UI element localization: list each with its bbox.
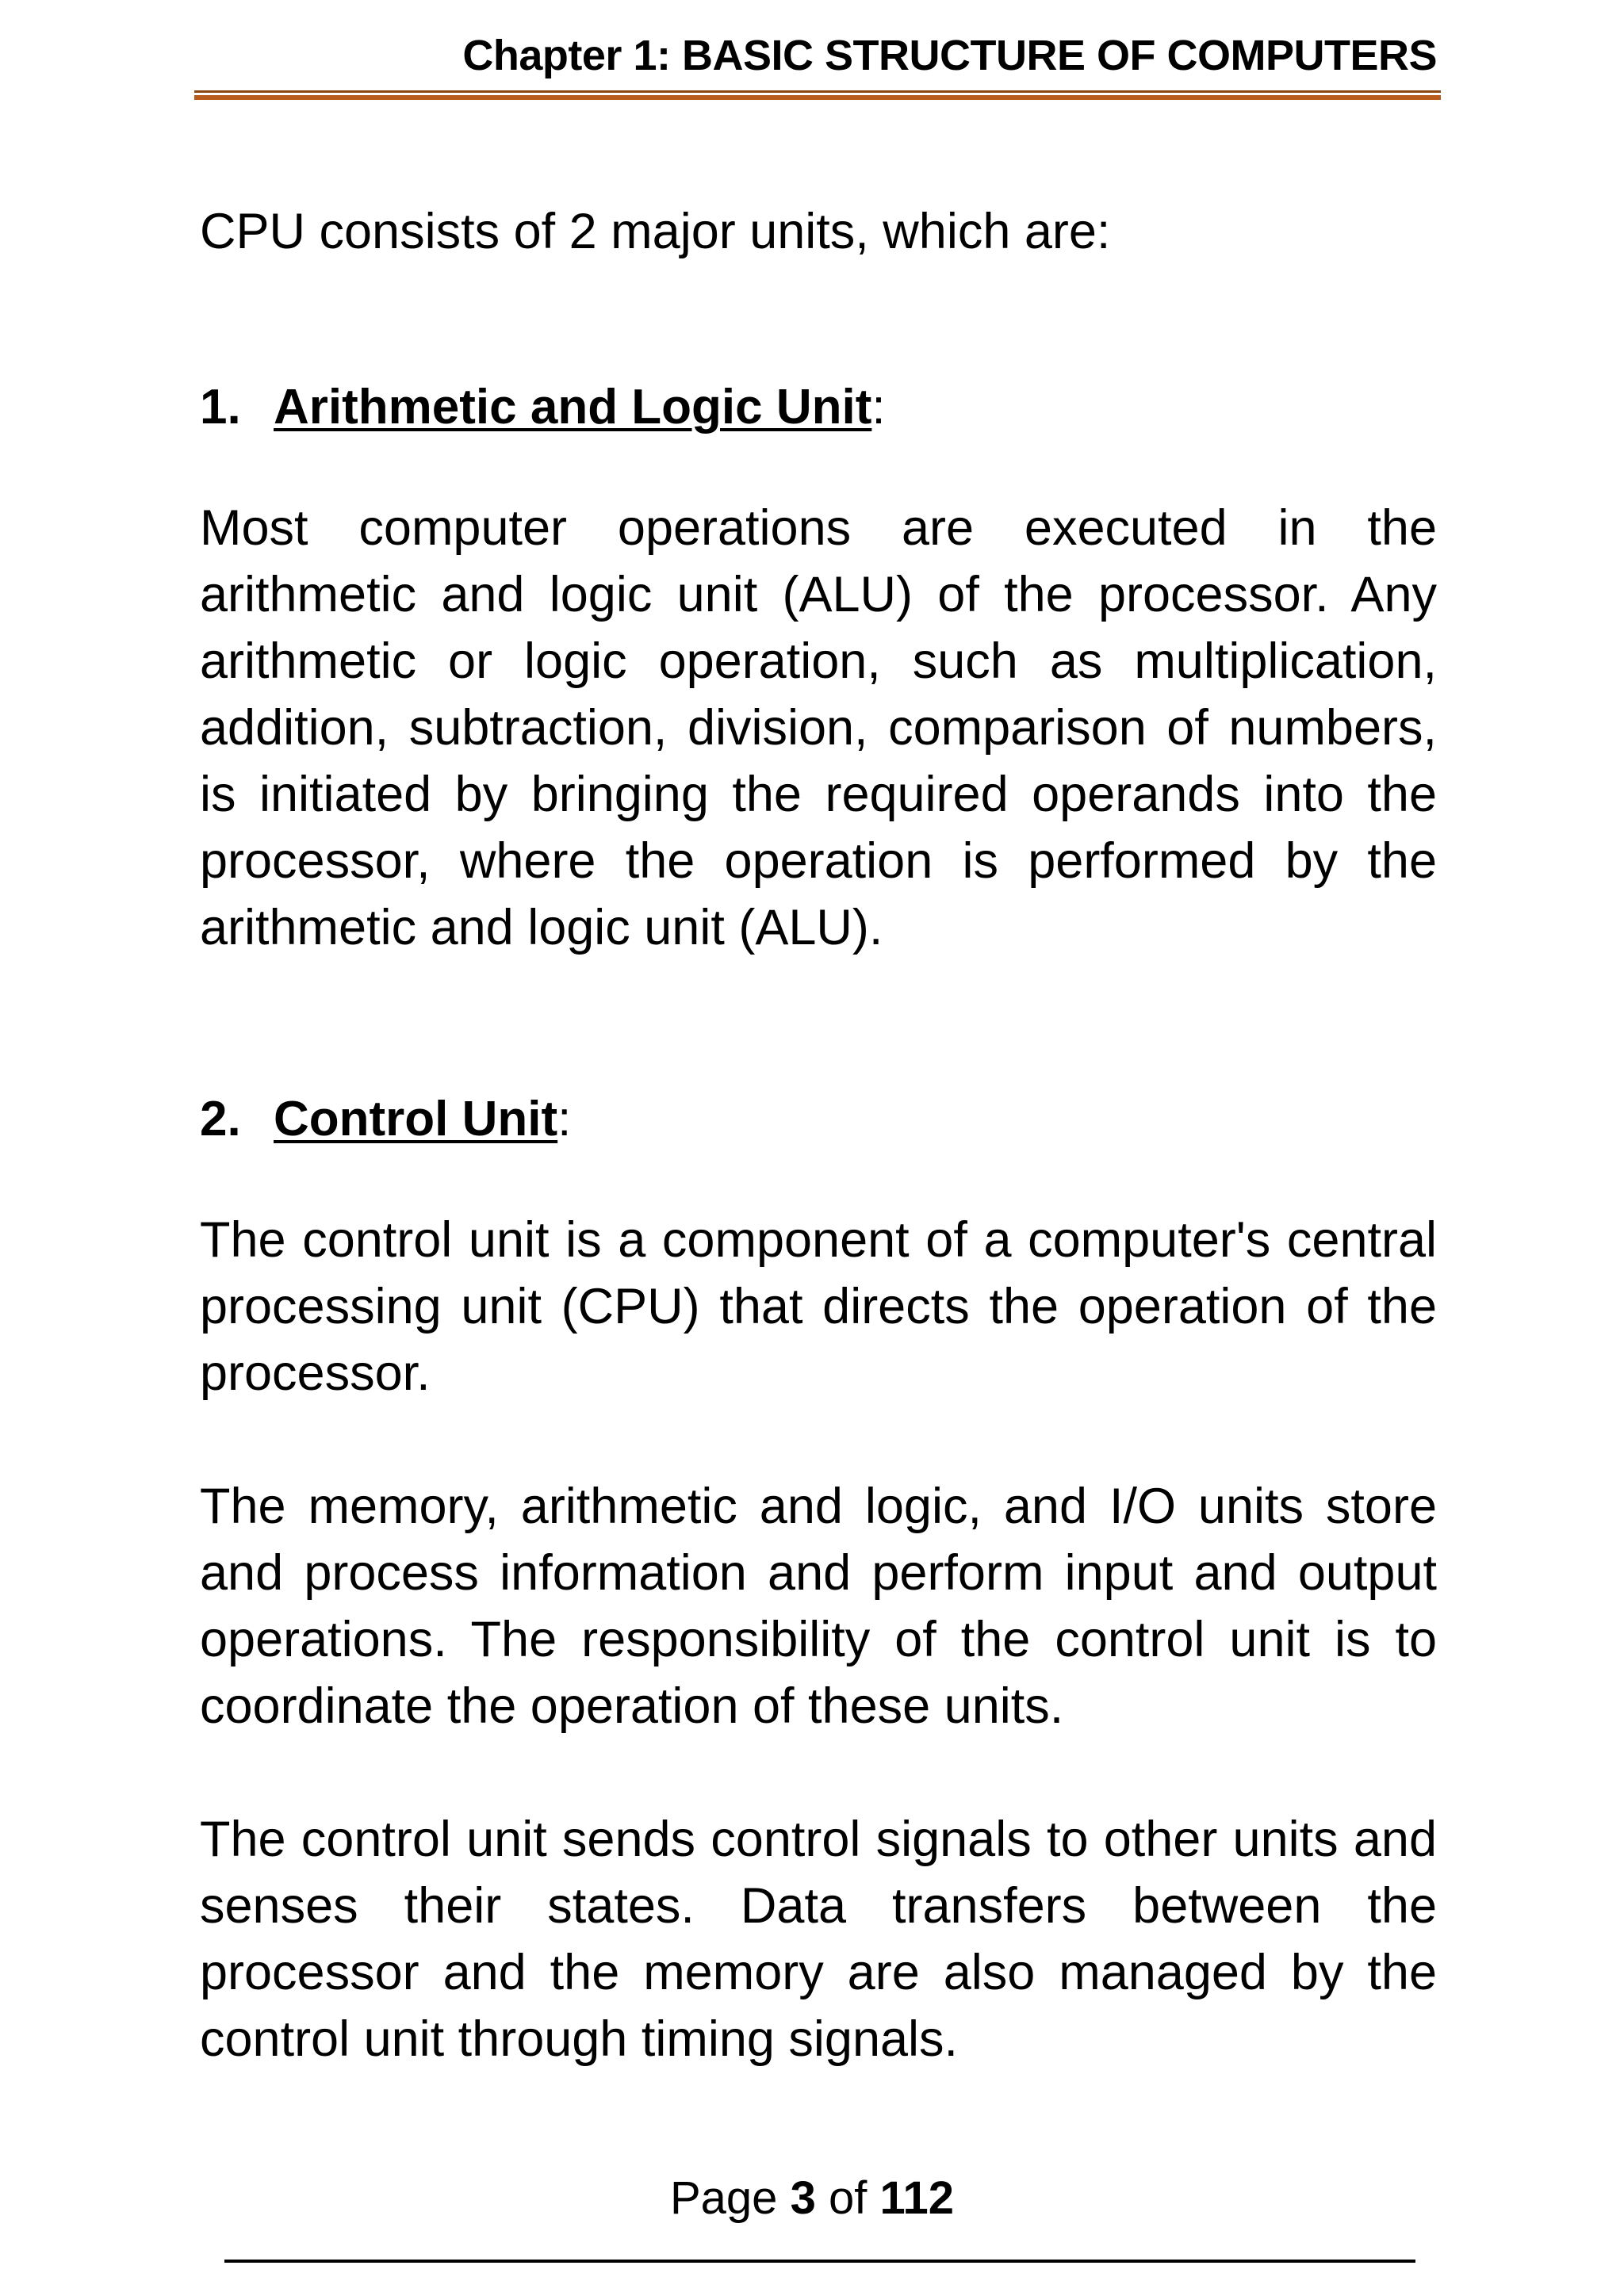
header-divider-thick bbox=[194, 95, 1441, 100]
section-title: Control Unit bbox=[274, 1092, 558, 1146]
page-body bbox=[200, 198, 1437, 2072]
section-heading-alu bbox=[200, 376, 1437, 439]
control-unit-paragraph-1: The control unit is a component of a computer's central processing unit (CPU) that directs the operation of the processor. bbox=[200, 1212, 1437, 1401]
section-colon: : bbox=[871, 380, 886, 434]
control-unit-paragraph-2: The memory, arithmetic and logic, and I/O units store and process information and perform input and output operations. The responsibility of the control unit is to coordinate the operation of these units. bbox=[200, 1479, 1437, 1734]
page-word: Page bbox=[669, 2172, 778, 2224]
control-unit-paragraph-3: The control unit sends control signals to other units and senses their states. Data transfers between the processor and the memory are also managed by the control unit through timing signals. bbox=[200, 1812, 1437, 2067]
of-word: of bbox=[828, 2172, 868, 2224]
total-pages: 112 bbox=[879, 2172, 955, 2224]
section-number: 1. bbox=[200, 380, 241, 434]
header-divider bbox=[194, 90, 1441, 100]
page-number: 3 bbox=[790, 2172, 816, 2224]
section-number: 2. bbox=[200, 1092, 241, 1146]
footer-divider bbox=[224, 2260, 1415, 2263]
section-heading-control-unit bbox=[200, 1088, 1437, 1151]
header-divider-thin bbox=[194, 90, 1441, 93]
alu-paragraph: Most computer operations are executed in the arithmetic and logic unit (ALU) of the processor. Any arithmetic or logic operation, such as multiplication, addition, subtraction, division, comparison of numbers, is initiated by bringing the required operands into the processor, where the operation is performed by the arithmetic and logic unit (ALU). bbox=[200, 500, 1437, 955]
section-colon: : bbox=[557, 1092, 572, 1146]
intro-paragraph: CPU consists of 2 major units, which are: bbox=[200, 204, 1111, 259]
section-title: Arithmetic and Logic Unit bbox=[274, 380, 872, 434]
chapter-title: Chapter 1: BASIC STRUCTURE OF COMPUTERS bbox=[462, 32, 1437, 79]
page-footer bbox=[0, 2171, 1624, 2226]
